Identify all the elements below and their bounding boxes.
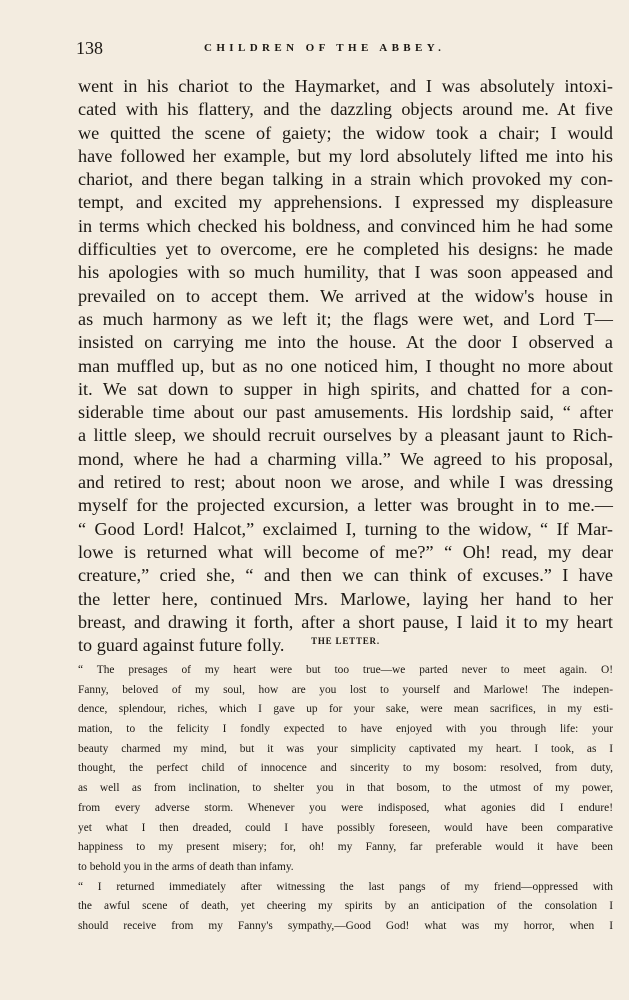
body-line: a little sleep, we should recruit ourselves by a pleasant jaunt to Rich- (78, 425, 613, 446)
letter-text (78, 661, 613, 937)
running-head (76, 38, 599, 60)
body-line: have followed her example, but my lord absolutely lifted me into his (78, 145, 613, 166)
letter-line: “ The presages of my heart were but too true—we parted never to meet again. O! (78, 664, 613, 676)
body-line: the letter here, continued Mrs. Marlowe, laying her hand to her (78, 588, 613, 609)
body-line: lowe is returned what will become of me?” “ Oh! read, my dear (78, 541, 613, 562)
body-line: difficulties yet to overcome, ere he completed his designs: he made (78, 239, 613, 260)
letter-line: mation, to the felicity I fondly expected to have enjoyed with you through life: your (78, 723, 613, 736)
letter-line: yet what I then dreaded, could I have possibly foreseen, would have been comparative (78, 821, 613, 834)
body-line: chariot, and there began talking in a strain which provoked my con- (78, 169, 613, 190)
body-line: creature,” cried she, “ and then we can think of excuses.” I have (78, 565, 613, 586)
letter-line: beauty charmed my mind, but it was your simplicity captivated my heart. I took, as I (78, 742, 613, 755)
letter-heading: THE LETTER. (311, 636, 380, 646)
body-line: his apologies with so much humility, that I was soon appeased and (78, 262, 613, 283)
body-line: we quitted the scene of gaiety; the widow took a chair; I would (78, 122, 613, 143)
body-text (78, 75, 613, 657)
body-line: siderable time about our past amusements. His lordship said, “ after (78, 402, 613, 423)
body-line: mond, where he had a charming villa.” We agreed to his proposal, (78, 448, 613, 469)
body-line: breast, and drawing it forth, after a short pause, I laid it to my heart (78, 611, 613, 632)
body-line: and retired to rest; about noon we arose, and while I was dressing (78, 472, 613, 493)
body-line: prevailed on to accept them. We arrived at the widow's house in (78, 285, 613, 306)
page-number: 138 (76, 38, 103, 58)
letter-line: “ I returned immediately after witnessing the last pangs of my friend—oppressed with (78, 880, 613, 893)
body-line: tempt, and excited my apprehensions. I expressed my displeasure (78, 192, 613, 213)
letter-line: as well as from inclination, to shelter you in that bosom, to the utmost of my power, (78, 782, 613, 795)
running-title: CHILDREN OF THE ABBEY. (204, 42, 446, 54)
body-line: it. We sat down to supper in high spirits, and chatted for a con- (78, 378, 613, 399)
body-line: “ Good Lord! Halcot,” exclaimed I, turning to the widow, “ If Mar- (78, 518, 613, 539)
body-line: myself for the projected excursion, a letter was brought in to me.— (78, 495, 613, 516)
letter-line: to behold you in the arms of death than infamy. (78, 860, 294, 873)
letter-line: happiness to my present misery; for, oh! my Fanny, far preferable would it have been (78, 841, 613, 854)
letter-line: dence, splendour, riches, which I gave up for your sake, were mean sacrifices, in my esti- (78, 703, 613, 716)
letter-line: the awful scene of death, yet cheering my spirits by an anticipation of the consolation I (78, 900, 613, 913)
letter-line: from every adverse storm. Whenever you were indisposed, what agonies did I endure! (78, 801, 613, 814)
letter-line: should receive from my Fanny's sympathy,—Good God! what was my horror, when I (78, 919, 613, 932)
body-line: in terms which checked his boldness, and convinced him he had some (78, 215, 613, 236)
body-line: as much harmony as we left it; the flags were wet, and Lord T— (78, 308, 613, 329)
body-line: to guard against future folly. (78, 635, 285, 656)
body-line: man muffled up, but as no one noticed him, I thought no more about (78, 355, 613, 376)
body-line: insisted on carrying me into the house. At the door I observed a (78, 332, 613, 353)
letter-line: Fanny, beloved of my soul, how are you lost to yourself and Marlowe! The indepen- (78, 683, 613, 696)
body-line: went in his chariot to the Haymarket, and I was absolutely intoxi- (78, 76, 613, 96)
letter-line: thought, the perfect child of innocence and sincerity to my bosom: resolved, from duty, (78, 762, 613, 775)
body-line: cated with his flattery, and the dazzling objects around me. At five (78, 99, 613, 120)
